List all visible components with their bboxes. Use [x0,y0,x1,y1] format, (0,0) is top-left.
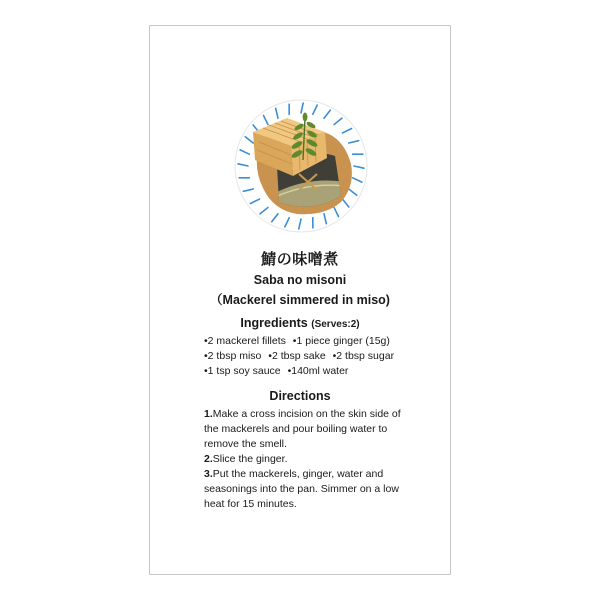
step-text: Make a cross incision on the skin side of the mackerels and pour boiling water to remove the smell. [204,408,401,450]
ingredient-item: •1 tsp soy sauce [204,365,281,377]
directions-heading: Directions [269,389,331,403]
ingredient-line [204,334,444,349]
ingredient-item: •2 tbsp sake [268,350,326,362]
direction-step [204,452,409,467]
ingredient-item: •2 tbsp sugar [332,350,395,362]
ingredient-item: •2 mackerel fillets [204,335,286,347]
recipe-title-english: （Mackerel simmered in miso) [210,293,390,307]
step-text: Put the mackerels, ginger, water and seasonings into the pan. Simmer on a low heat for 15 minutes. [204,468,399,510]
ingredient-item: •1 piece ginger (15g) [292,335,390,347]
recipe-card [149,25,451,575]
ingredient-item: •2 tbsp miso [204,350,262,362]
ingredient-line [204,349,444,364]
serves-count: (Serves:2) [311,319,360,330]
recipe-title-japanese: 鯖の味噌煮 [261,250,339,268]
ingredient-item: •140ml water [287,365,349,377]
ingredient-line [204,364,444,379]
step-number: 1. [204,408,213,420]
direction-step [204,407,409,452]
recipe-title-romaji: Saba no misoni [253,273,347,287]
ingredient-list [204,334,444,379]
mackerel-miso-dish-illustration [233,98,369,234]
step-number: 2. [204,453,213,465]
step-number: 3. [204,468,213,480]
ingredients-heading-label: Ingredients [240,316,308,330]
ingredients-heading [150,316,450,330]
directions-list [204,407,409,512]
direction-step [204,467,409,512]
step-text: Slice the ginger. [212,453,288,465]
